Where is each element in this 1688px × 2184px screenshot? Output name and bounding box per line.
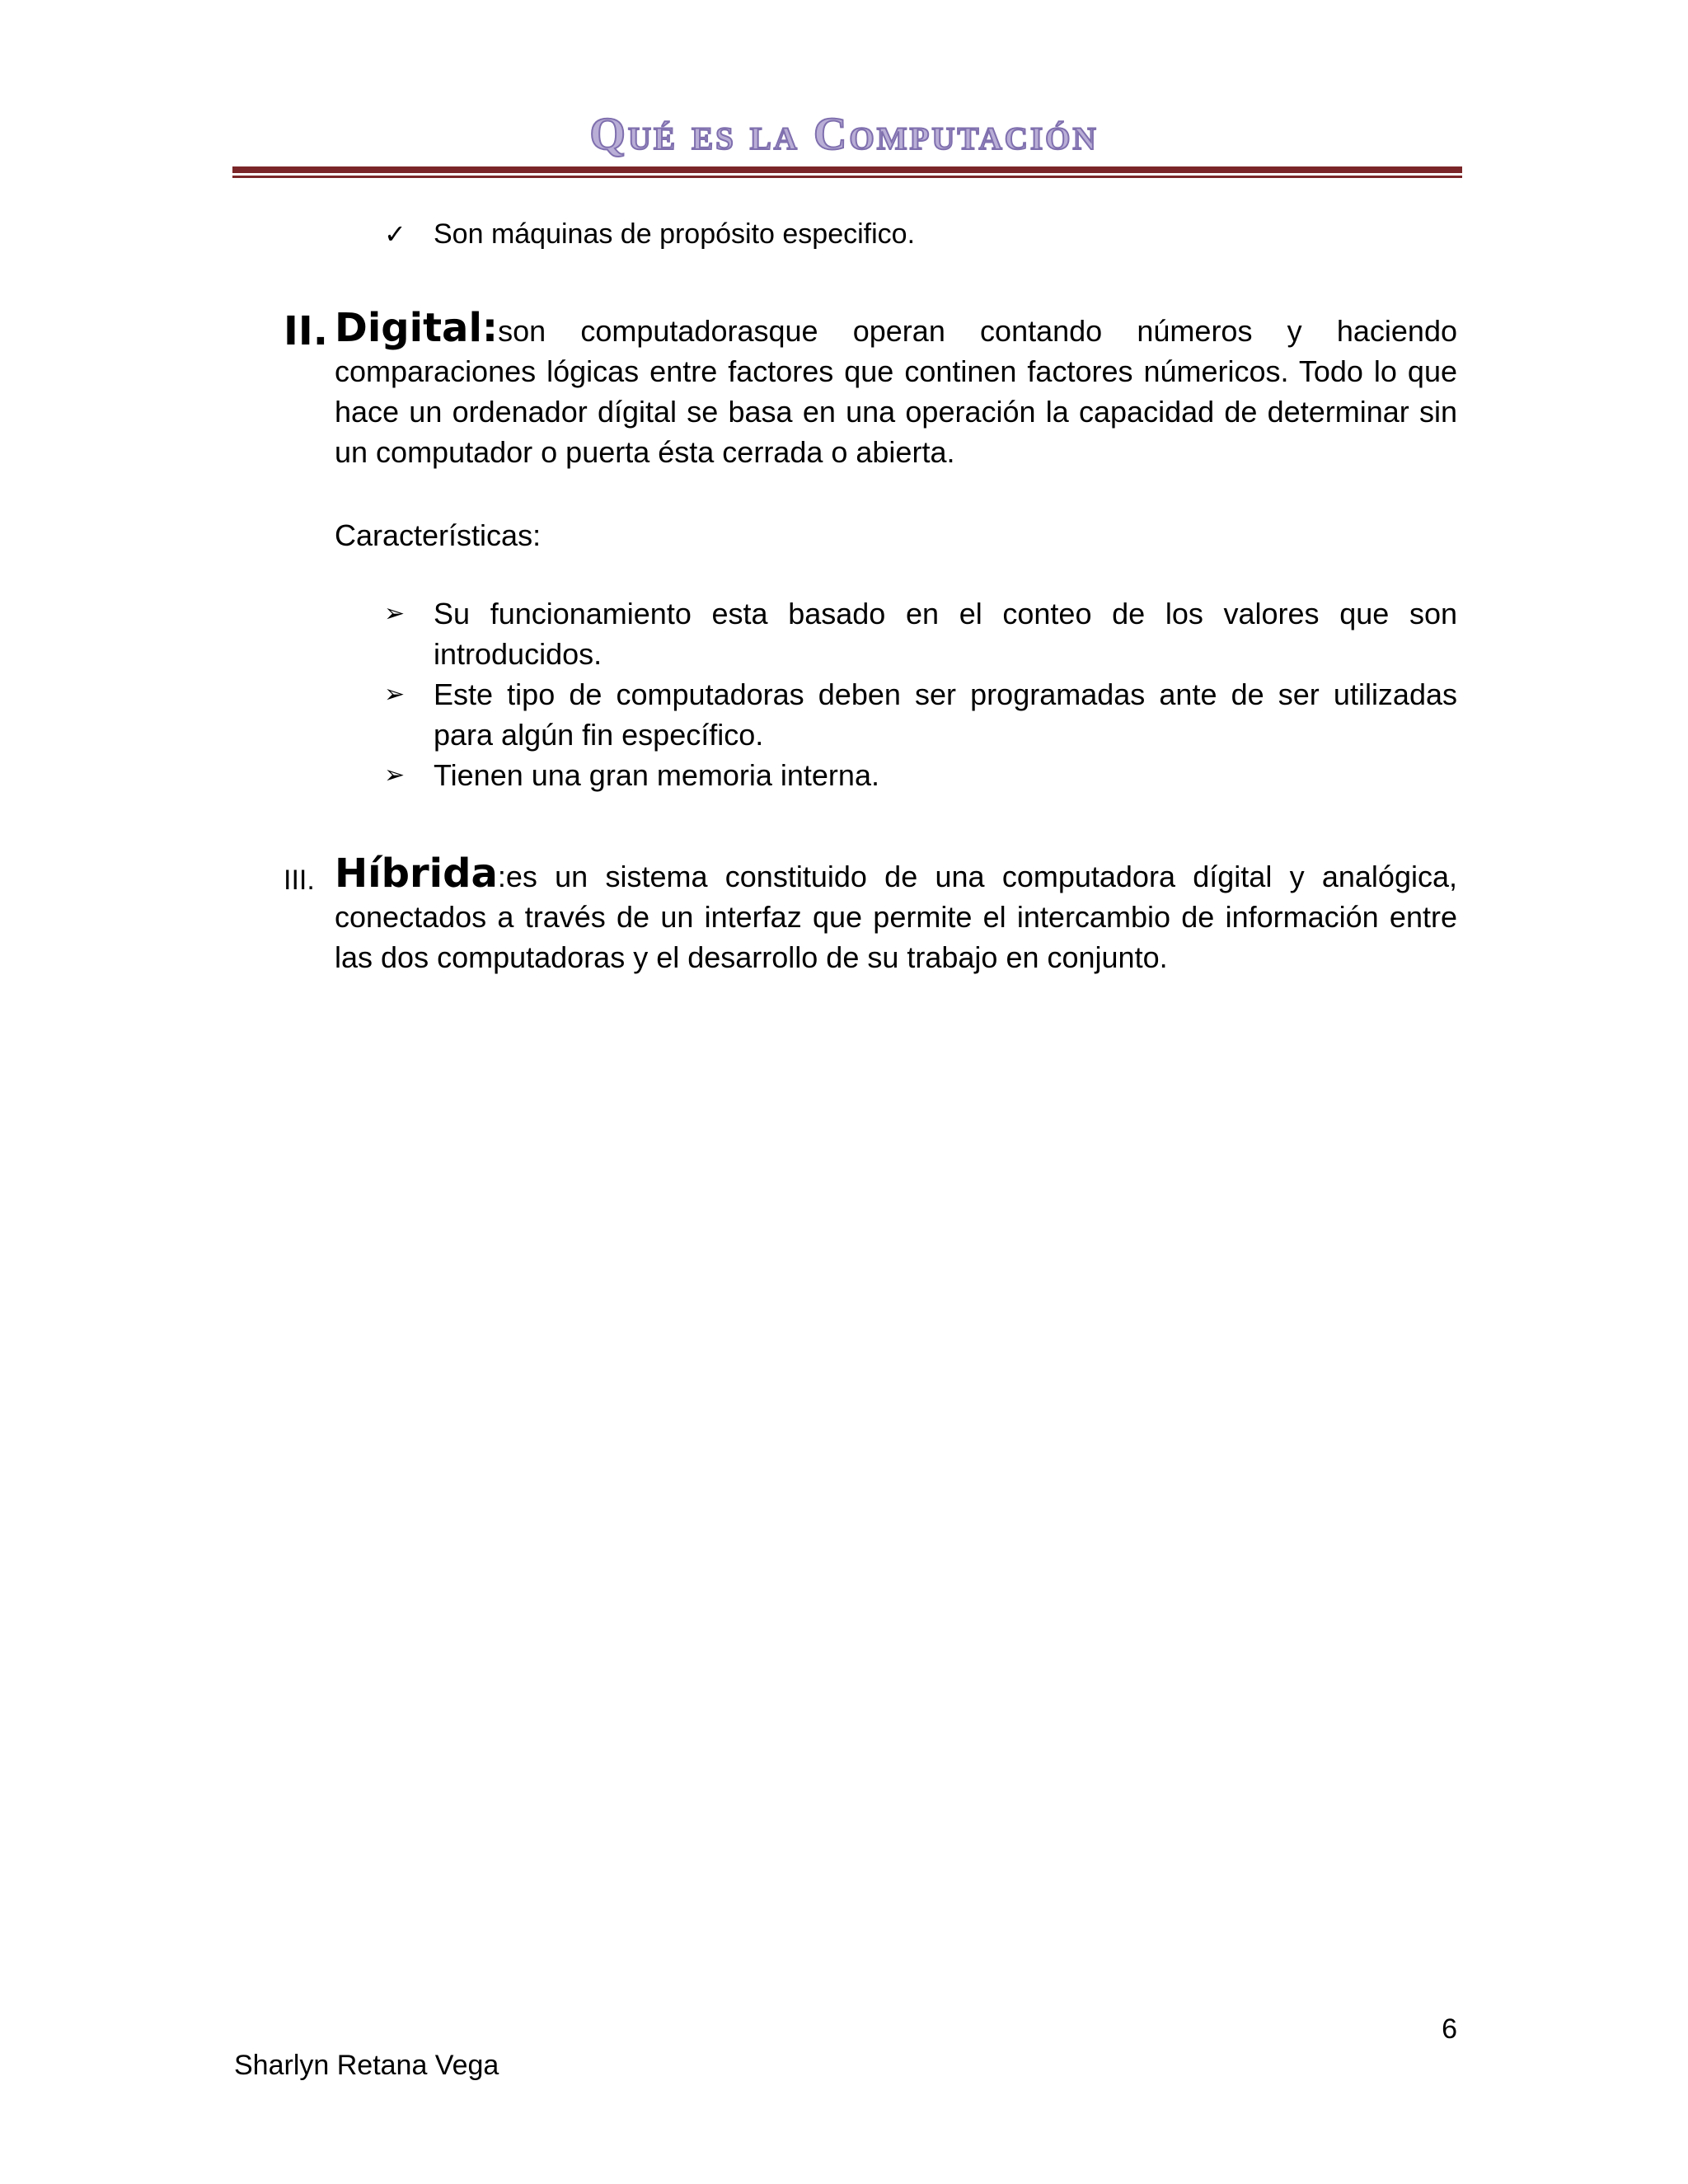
section-numeral-hibrida: III. <box>284 865 315 896</box>
section-hibrida-paragraph <box>335 851 1457 977</box>
header-rule-thin <box>232 176 1462 178</box>
section-digital-text: son computadorasque operan contando números y haciendo comparaciones lógicas entre factores que continen factores númericos. Todo lo que hace un ordenador dígital se basa en una operación la capacidad de determinar sin un computador o puerta ésta cerrada o abierta. <box>335 314 1457 469</box>
checkmark-icon: ✓ <box>384 218 406 250</box>
section-digital-label: Digital: <box>335 305 499 351</box>
check-list-item <box>384 216 915 252</box>
section-numeral-digital: II. <box>284 308 328 354</box>
list-item <box>384 593 1457 674</box>
section-digital-paragraph <box>335 305 1457 472</box>
list-item <box>384 755 1457 795</box>
check-item-text: Son máquinas de propósito especifico. <box>434 218 916 250</box>
list-item <box>384 674 1457 755</box>
page-header-title: Qué es la Computación <box>589 109 1099 160</box>
list-item-text: Su funcionamiento esta basado en el conteo de los valores que son introducidos. <box>434 597 1457 671</box>
header-rule-thick <box>232 166 1462 173</box>
arrow-bullet-icon: ➢ <box>384 680 406 709</box>
page-number: 6 <box>1442 2013 1457 2045</box>
caracteristicas-heading: Características: <box>335 518 542 552</box>
arrow-bullet-icon: ➢ <box>384 599 406 628</box>
footer-author: Sharlyn Retana Vega <box>234 2050 499 2081</box>
caracteristicas-list <box>384 593 1457 795</box>
list-item-text: Este tipo de computadoras deben ser programadas ante de ser utilizadas para algún fin específico. <box>434 677 1457 752</box>
section-hibrida-text: :es un sistema constituido de una computadora dígital y analógica, conectados a través de un interfaz que permite el intercambio de información entre las dos computadoras y el desarrollo de su trabajo en conjunto. <box>335 860 1457 974</box>
arrow-bullet-icon: ➢ <box>384 761 406 790</box>
section-hibrida-label: Híbrida <box>335 851 498 897</box>
list-item-text: Tienen una gran memoria interna. <box>434 758 879 792</box>
